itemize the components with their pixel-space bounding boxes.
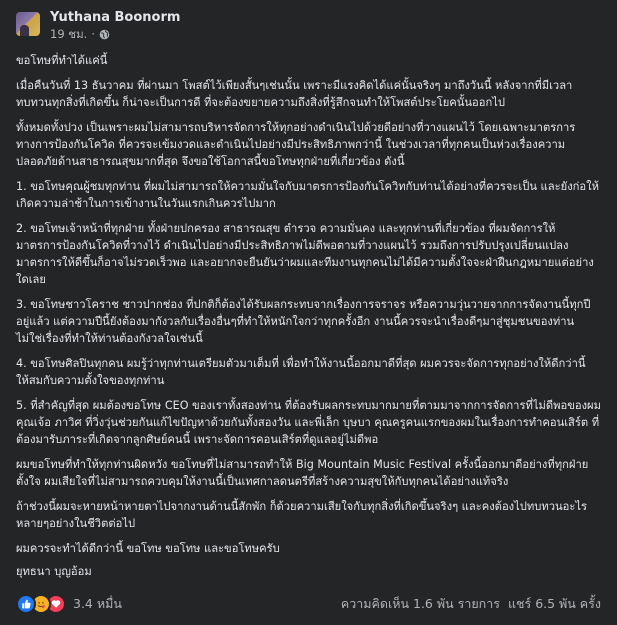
post-paragraph: ผมควรจะทำได้ดีกว่านี้ ขอโทษ ขอโทษ และขอโทษครับ	[16, 542, 280, 555]
post-paragraph: ถ้าช่วงนี้ผมจะหายหน้าหายตาไปจากงานด้านนี้สักพัก ก็ด้วยความเสียใจกับทุกสิ่งที่เกิดขึ้นจริงๆ และคงต้องไปทบทวนอะไรหลายๆอย่างในชีวิตต่อไป	[16, 500, 587, 530]
post-paragraph: 2. ขอโทษเจ้าหน้าที่ทุกฝ่าย ทั้งฝ่ายปกครอง สาธารณสุข ตำรวจ ความมั่นคง และทุกท่านที่เกี่ยวข้อง ที่ผมจัดการให้มาตรการป้องกันโควิดที่วางไว้ ดำเนินไปอย่างมีประสิทธิภาพไม่ดีพอตามที่วางแผนไว้ รวมถึงการปรับปรุงเปลี่ยนแปลงมาตรการให้ดีขึ้นก็อาจไม่รวดเร็วพอ และอยากจะยืนยันว่าผมและทีมงานทุกคนไม่ได้มีความตั้งใจจะฝ่าฝืนกฎหมายแต่อย่างใดเลย	[16, 222, 594, 286]
shares-count[interactable]: แชร์ 6.5 พัน ครั้ง	[507, 596, 601, 611]
like-icon	[16, 594, 36, 614]
reactions-summary[interactable]	[16, 594, 122, 614]
post-paragraph: 4. ขอโทษศิลปินทุกคน ผมรู้ว่าทุกท่านเตรียมตัวมาเต็มที่ เพื่อทำให้งานนี้ออกมาดีที่สุด ผมควรจะจัดการทุกอย่างให้ดีกว่านี้ ให้สมกับความตั้งใจของทุกท่าน	[16, 357, 586, 387]
post-paragraph: 3. ขอโทษชาวโคราช ชาวปากช่อง ที่ปกติก็ต้องได้รับผลกระทบจากเรื่องการจราจร หรือความวุ่นวายจากการจัดงานนี้ทุกปีอยู่แล้ว แต่ความปีนี้ยังต้องมากังวลกับเรื่องอื่นๆที่ทำให้หนักใจกว่าทุกครั้งอีก งานนี้ควรจะนำเรื่องดีๆมาสู่ชุมชนของท่าน ไม่ใช่เรื่องที่ทำให้ท่านต้องกังวลใจเช่นนี้	[16, 298, 591, 345]
post-paragraph: 1. ขอโทษคุณผู้ชมทุกท่าน ที่ผมไม่สามารถให้ความมั่นใจกับมาตรการป้องกันโควิทกับท่านได้อย่างที่ควรจะเป็น และยังก่อให้เกิดความล่าช้าในการเข้างานในวันแรกเกินควรไปมาก	[16, 180, 599, 210]
post-body	[16, 52, 601, 580]
author-block	[50, 10, 180, 42]
post-footer	[16, 592, 601, 616]
post-paragraph: ผมขอโทษที่ทำให้ทุกท่านผิดหวัง ขอโทษที่ไม่สามารถทำให้ Big Mountain Music Festival ครั้งนี้ออกมาดีอย่างที่ทุกฝ่ายตั้งใจ ผมเสียใจที่ไม่สามารถควบคุมให้งานนี้เป็นเทศกาลดนตรีที่สร้างความสุขให้กับทุกคนได้อย่างแท้จริง	[16, 458, 589, 488]
post-signature: ยุทธนา บุญอ้อม	[16, 565, 92, 578]
post-time[interactable]: 19 ชม.	[50, 27, 88, 41]
author-name[interactable]: Yuthana Boonorm	[50, 10, 181, 25]
post-paragraph: 5. ที่สำคัญที่สุด ผมต้องขอโทษ CEO ของเราทั้งสองท่าน ที่ต้องรับผลกระทบมากมายที่ตามมาจากการจัดการที่ไม่ดีพอของผม คุณเจ้อ ภาวิศ ที่วิ่งวุ่นช่วยกันแก้ไขปัญหาด้วยกันทั้งสองวัน และพี่เล็ก บุษบา คุณครูคนแรกของผมในเรื่องการทำคอนเสิร์ต ที่ต้องมารับภาระที่เกิดจากลูกศิษย์คนนี้ เพราะจัดการคอนเสิร์ตที่ดูแลอยู่ไม่ดีพอ	[16, 399, 601, 446]
post-stats	[341, 594, 601, 614]
post-paragraph: ทั้งหมดทั้งปวง เป็นเพราะผมไม่สามารถบริหารจัดการให้ทุกอย่างดำเนินไปด้วยดีอย่างที่วางแผนไว้ โดยเฉพาะมาตรการทางการป้องกันโควิด ที่ควรจะเข้มงวดและดำเนินไปอย่างมีประสิทธิภาพกว่านี้ ในช่วงเวลาที่ทุกคนเป็นห่วงเรื่องความปลอดภัยด้านสาธารณสุขมากที่สุด จึงขอใช้โอกาสนี้ขอโทษทุกฝ่ายที่เกี่ยวข้อง ดังนี้	[16, 121, 576, 168]
globe-icon	[99, 29, 110, 40]
reaction-count[interactable]: 3.4 หมื่น	[73, 596, 122, 611]
post-paragraph: ขอโทษที่ทำได้แค่นี้	[16, 54, 108, 67]
comments-count[interactable]: ความคิดเห็น 1.6 พัน รายการ	[340, 596, 500, 611]
post-paragraph: เมื่อคืนวันที่ 13 ธันวาคม ที่ผ่านมา โพสต์ไว้เพียงสั้นๆเช่นนั้น เพราะมีแรงคิดได้แค่นั้นจริงๆ มาถึงวันนี้ หลังจากที่มีเวลาทบทวนทุกสิ่งที่เกิดขึ้น ก็น่าจะเป็นการดี ที่จะต้องขยายความถึงสิ่งที่รู้สึกจนทำให้โพสต์ประโยคนั้นออกไป	[16, 79, 573, 109]
avatar[interactable]	[16, 12, 40, 36]
post-meta: 19 ชม. ·	[50, 26, 180, 42]
post-header	[16, 0, 601, 52]
